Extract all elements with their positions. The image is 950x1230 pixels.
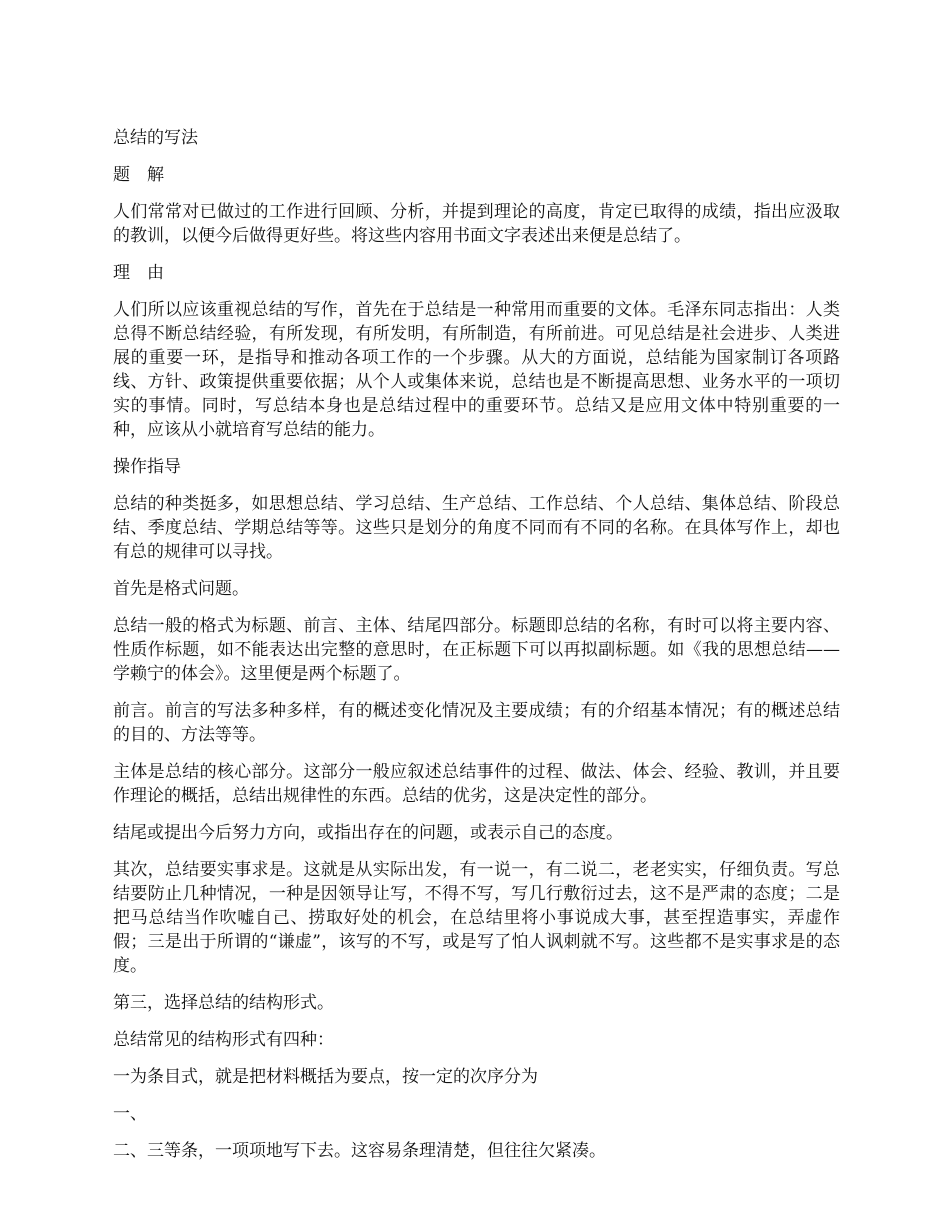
paragraph-liyou: 人们所以应该重视总结的写作，首先在于总结是一种常用而重要的文体。毛泽东同志指出：人类总得不断总结经验，有所发现，有所发明，有所制造，有所前进。可见总结是社会进步、人类进展的重要一环，是指导和推动各项工作的一个步骤。从大的方面说，总结能为国家制订各项路线、方针、政策提供重要依据；从个人或集体来说，总结也是不断提高思想、业务水平的一项切实的事情。同时，写总结本身也是总结过程中的重要环节。总结又是应用文体中特别重要的一种，应该从小就培育写总结的能力。: [113, 300, 840, 440]
paragraph-preface: 前言。前言的写法多种多样，有的概述变化情况及主要成绩；有的介绍基本情况；有的概述总结的目的、方法等等。: [113, 701, 840, 745]
document-title: 总结的写法: [113, 128, 198, 148]
paragraph-format: 总结一般的格式为标题、前言、主体、结尾四部分。标题即总结的名称，有时可以将主要内容、性质作标题，如不能表达出完整的意思时，在正标题下可以再拟副标题。如《我的思想总结——学赖宁的体会》。这里便是两个标题了。: [113, 616, 840, 684]
paragraph-structure-intro: 第三，选择总结的结构形式。: [113, 993, 334, 1013]
list-marker-one: 一、: [113, 1104, 147, 1124]
section-heading-caozuo: 操作指导: [113, 457, 181, 477]
paragraph-itemized-cont: 二、三等条，一项项地写下去。这容易条理清楚，但往往欠紧凑。: [113, 1141, 606, 1161]
paragraph-structure-types: 总结常见的结构形式有四种：: [113, 1030, 334, 1050]
paragraph-tijie: 人们常常对已做过的工作进行回顾、分析，并提到理论的高度，肯定已取得的成绩，指出应汲取的教训，以便今后做得更好些。将这些内容用书面文字表述出来便是总结了。: [113, 202, 840, 246]
paragraph-truthful: 其次，总结要实事求是。这就是从实际出发，有一说一，有二说二，老老实实，仔细负责。写总结要防止几种情况，一种是因领导让写，不得不写，写几行敷衍过去，这不是严肃的态度；二是把马总结当作吹嘘自己、捞取好处的机会，在总结里将小事说成大事，甚至捏造事实，弄虚作假；三是出于所谓的“谦虚”，该写的不写，或是写了怕人讽刺就不写。这些都不是实事求是的态度。: [113, 860, 840, 976]
paragraph-ending: 结尾或提出今后努力方向，或指出存在的问题，或表示自己的态度。: [113, 823, 623, 843]
paragraph-format-intro: 首先是格式问题。: [113, 579, 249, 599]
section-heading-liyou: 理 由: [113, 263, 164, 283]
document-page: [113, 126, 840, 1176]
paragraph-types: 总结的种类挺多，如思想总结、学习总结、生产总结、工作总结、个人总结、集体总结、阶段总结、季度总结、学期总结等等。这些只是划分的角度不同而有不同的名称。在具体写作上，却也有总的规律可以寻找。: [113, 494, 840, 562]
paragraph-main-body: 主体是总结的核心部分。这部分一般应叙述总结事件的过程、做法、体会、经验、教训，并且要作理论的概括，总结出规律性的东西。总结的优劣，这是决定性的部分。: [113, 762, 840, 806]
section-heading-tijie: 题 解: [113, 165, 164, 185]
paragraph-itemized: 一为条目式，就是把材料概括为要点，按一定的次序分为: [113, 1067, 538, 1087]
